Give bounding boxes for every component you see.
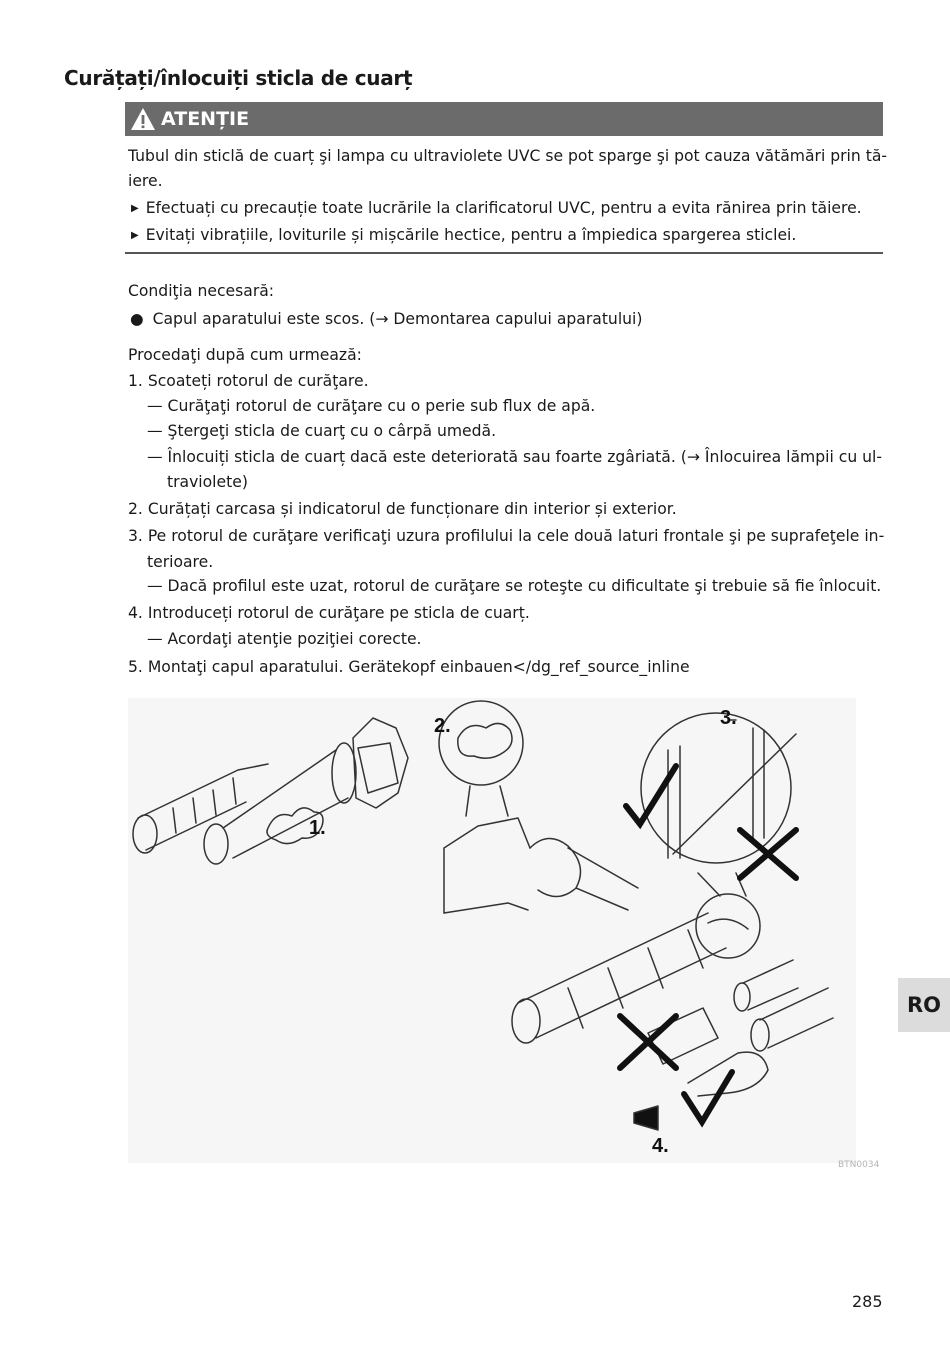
bullet-dot-icon: ●	[130, 310, 144, 328]
figure-label-2: 2.	[434, 715, 451, 737]
warning-text: Tubul din sticlă de cuarț şi lampa cu ultraviolete UVC se pot sparge şi pot cauza vătămări prin tă-	[128, 147, 888, 165]
step-2: 2. Curățați carcasa și indicatorul de funcționare din interior și exterior.	[128, 500, 677, 518]
cleaning-illustration	[128, 698, 856, 1163]
warning-banner	[125, 102, 883, 136]
warning-bullet: ▶ Evitați vibrațiile, loviturile și mișcările hectice, pentru a împiedica spargerea sticlei.	[131, 222, 796, 249]
figure-code: BTN0034	[838, 1160, 880, 1170]
step-1-substep-cont: traviolete)	[167, 473, 248, 491]
warning-label: ATENȚIE	[161, 108, 250, 130]
step-4-substep: — Acordaţi atenţie poziţiei corecte.	[147, 630, 422, 648]
figure-label-4: 4.	[652, 1135, 669, 1157]
figure-label-1: 1.	[309, 817, 326, 839]
step-1: 1. Scoateți rotorul de curăţare.	[128, 372, 369, 390]
warning-triangle-icon	[129, 105, 157, 133]
page-number: 285	[852, 1292, 883, 1311]
step-1-substep: — Ştergeţi sticla de cuarţ cu o cârpă umedă.	[147, 422, 497, 440]
page-title: Curățați/înlocuiți sticla de cuarț	[64, 66, 413, 90]
warning-divider	[125, 252, 883, 254]
play-arrow-icon: ▶	[131, 230, 139, 241]
warning-bullet: ▶ Efectuați cu precauție toate lucrările la clarificatorul UVC, pentru a evita rănirea prin tăiere.	[131, 195, 862, 222]
illustration-drawing	[128, 698, 856, 1163]
prerequisite-heading: Condiţia necesară:	[128, 282, 275, 300]
step-5: 5. Montaţi capul aparatului. Gerätekopf einbauen</dg_ref_source_inline	[128, 658, 690, 676]
language-tab: RO	[898, 978, 950, 1032]
step-4: 4. Introduceți rotorul de curăţare pe sticla de cuarț.	[128, 604, 530, 622]
step-1-substep: — Curăţaţi rotorul de curăţare cu o perie sub flux de apă.	[147, 397, 596, 415]
step-1-substep: — Înlocuiți sticla de cuarț dacă este deteriorată sau foarte zgâriată. (→ Înlocuirea lămpii cu ul-	[147, 448, 883, 466]
step-3-substep: — Dacă profilul este uzat, rotorul de curăţare se roteşte cu dificultate şi trebuie să fie înlocuit.	[147, 577, 882, 595]
warning-text-cont: iere.	[128, 172, 163, 190]
step-3-cont: terioare.	[147, 553, 214, 571]
play-arrow-icon: ▶	[131, 203, 139, 214]
prerequisite-bullet: ● Capul aparatului este scos. (→ Demontarea capului aparatului)	[130, 310, 643, 328]
figure-label-3: 3.	[720, 707, 737, 729]
step-3: 3. Pe rotorul de curăţare verificaţi uzura profilului la cele două laturi frontale şi pe suprafeţele in-	[128, 527, 885, 545]
procedure-heading: Procedaţi după cum urmează:	[128, 346, 362, 364]
